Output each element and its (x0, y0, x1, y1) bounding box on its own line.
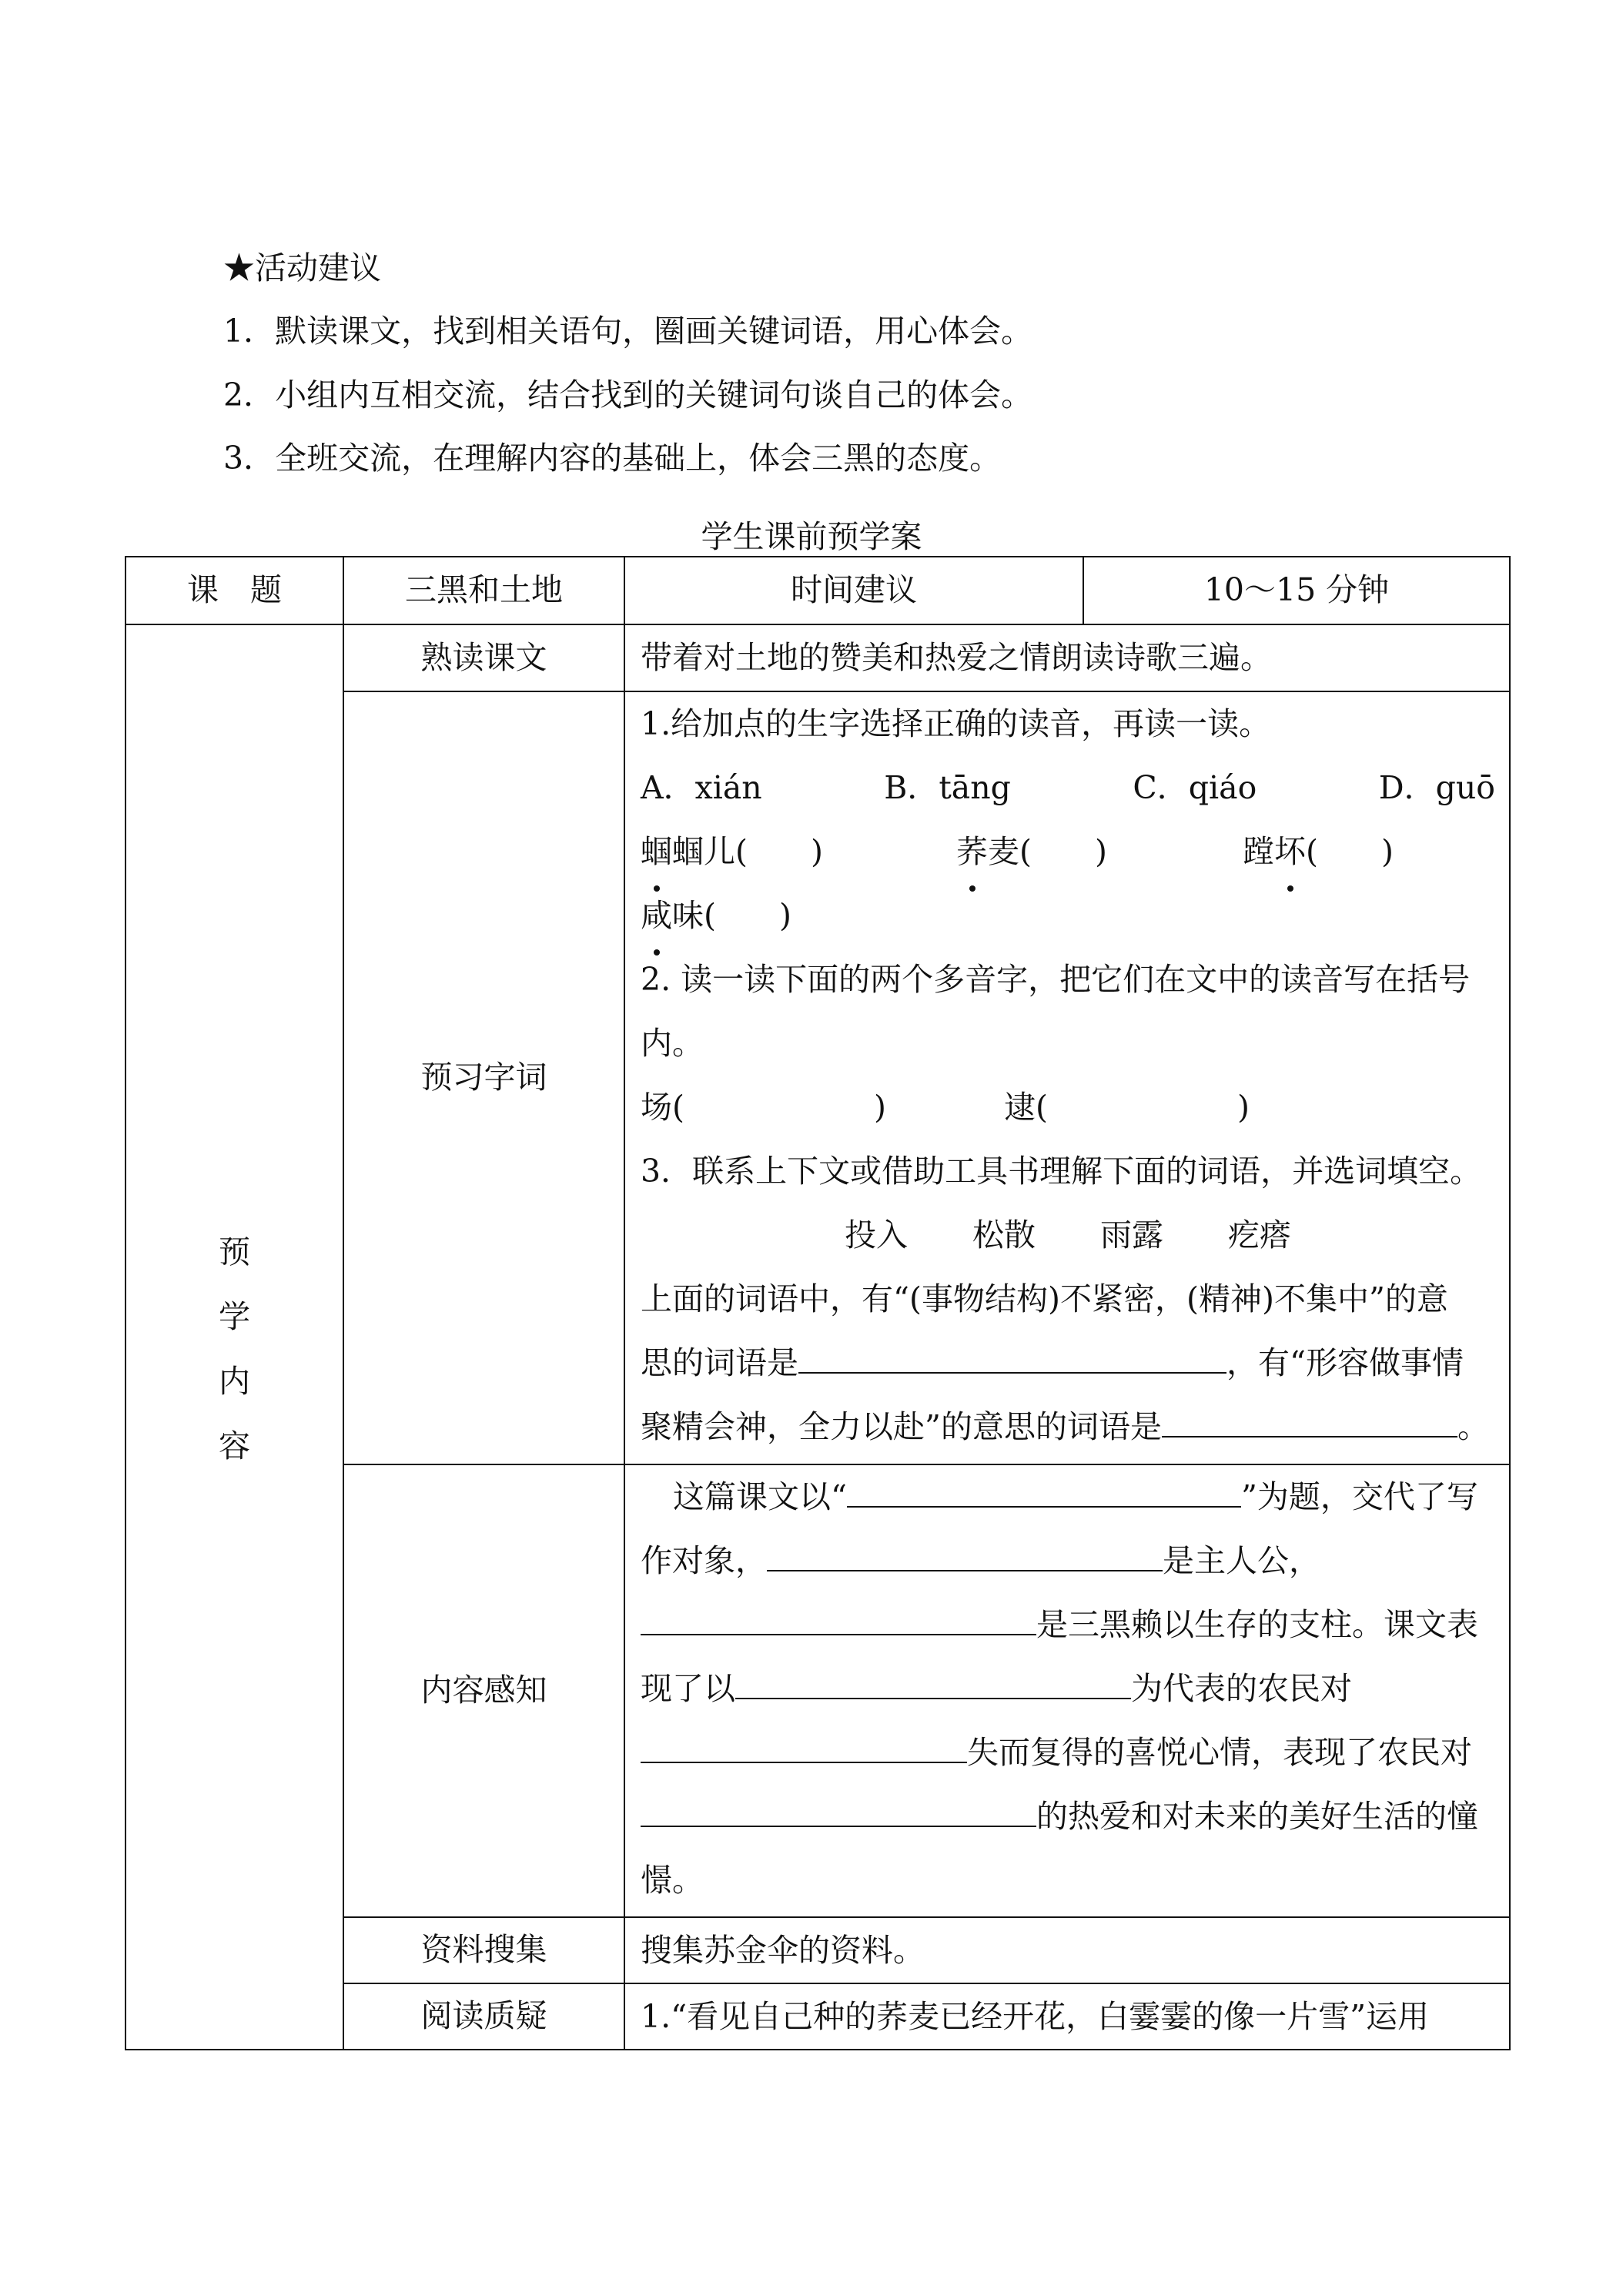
perception-line-5: 失而复得的喜悦心情，表现了农民对 (641, 1721, 1495, 1785)
table-caption: 学生课前预学案 (701, 518, 922, 555)
time-label: 时间建议 (624, 557, 1083, 624)
vocab-q2-line1: 2. 读一读下面的两个多音字，把它们在文中的读音写在括号 (641, 961, 1471, 998)
topic-label: 课 题 (125, 557, 343, 624)
vocab-label: 预习字词 (343, 691, 624, 1464)
word-4: 疙瘩 (1228, 1217, 1291, 1253)
fill-blank-1[interactable] (798, 1344, 1226, 1374)
perception-line-7: 憬。 (641, 1862, 704, 1899)
perception-line-4: 现了以 为代表的农民对 (641, 1670, 1352, 1707)
reading-row (125, 624, 1510, 691)
option-b: B．tāng (884, 769, 1011, 806)
fill-line-1: 上面的词语中，有“(事物结构)不紧密，(精神)不集中”的意 (641, 1280, 1448, 1317)
perception-label: 内容感知 (343, 1464, 624, 1917)
option-c: C．qiáo (1133, 769, 1257, 806)
material-text: 搜集苏金伞的资料。 (624, 1917, 1510, 1983)
perception-blank-6[interactable] (641, 1798, 1036, 1827)
vocab-options (641, 756, 1495, 820)
option-a: A．xián (641, 769, 762, 806)
perception-line-2: 作对象， 是主人公， (641, 1542, 1320, 1579)
material-label: 资料搜集 (343, 1917, 624, 1983)
study-plan-table (125, 556, 1511, 2050)
question-text: 1.“看见自己种的荞麦已经开花，白霎霎的像一片雪”运用 (624, 1983, 1510, 2050)
polyphone-1: 场( ) (641, 1089, 886, 1126)
question-label: 阅读质疑 (343, 1983, 624, 2050)
perception-line-3: 是三黑赖以生存的支柱。课文表 (641, 1593, 1495, 1657)
word-3: 雨露 (1100, 1217, 1163, 1253)
topic-value: 三黑和土地 (343, 557, 624, 624)
vocab-item-3: 蹚坏( ) (1243, 820, 1394, 884)
perception-blank-1[interactable] (847, 1478, 1241, 1508)
vocab-q2-line2: 内。 (641, 1025, 704, 1062)
fill-line-3: 聚精会神，全力以赴”的意思的词语是 。 (641, 1408, 1489, 1445)
activity-heading: ★活动建议 (223, 249, 381, 286)
reading-text: 带着对土地的赞美和热爱之情朗读诗歌三遍。 (624, 624, 1510, 691)
fill-blank-2[interactable] (1162, 1408, 1457, 1438)
perception-blank-3[interactable] (641, 1606, 1036, 1635)
vocab-items-row (641, 820, 1495, 884)
word-bank (641, 1203, 1495, 1267)
option-d: D．guō (1378, 769, 1495, 806)
activity-item-3: 3．全班交流，在理解内容的基础上，体会三黑的态度。 (223, 440, 1002, 477)
polyphone-row (641, 1076, 1495, 1140)
perception-blank-4[interactable] (735, 1670, 1131, 1699)
perception-line-1: 这篇课文以“ ”为题，交代了写 (673, 1478, 1478, 1515)
side-label: 预 学 内 容 (125, 624, 343, 2050)
vocab-item-4: 咸味( ) (641, 884, 1495, 948)
vocab-item-1: 蝈蝈儿( ) (641, 820, 956, 884)
word-2: 松散 (972, 1217, 1036, 1253)
word-1: 投入 (845, 1217, 908, 1253)
header-row (125, 557, 1510, 624)
fill-line-2: 思的词语是 ，有“形容做事情 (641, 1344, 1464, 1381)
polyphone-2: 逮( ) (1004, 1089, 1250, 1126)
vocab-q3: 3．联系上下文或借助工具书理解下面的词语，并选词填空。 (641, 1153, 1482, 1190)
vocab-item-2: 荞麦( ) (956, 820, 1243, 884)
reading-label: 熟读课文 (343, 624, 624, 691)
perception-line-6: 的热爱和对未来的美好生活的憧 (641, 1785, 1495, 1849)
vocab-q1: 1.给加点的生字选择正确的读音，再读一读。 (641, 705, 1271, 742)
activity-item-1: 1．默读课文，找到相关语句，圈画关键词语，用心体会。 (223, 313, 1033, 350)
time-value: 10～15 分钟 (1083, 557, 1510, 624)
perception-blank-5[interactable] (641, 1734, 967, 1763)
activity-item-2: 2．小组内互相交流，结合找到的关键词句谈自己的体会。 (223, 377, 1033, 413)
perception-blank-2[interactable] (767, 1542, 1163, 1571)
vocab-content (624, 691, 1510, 1464)
perception-content (624, 1464, 1510, 1917)
